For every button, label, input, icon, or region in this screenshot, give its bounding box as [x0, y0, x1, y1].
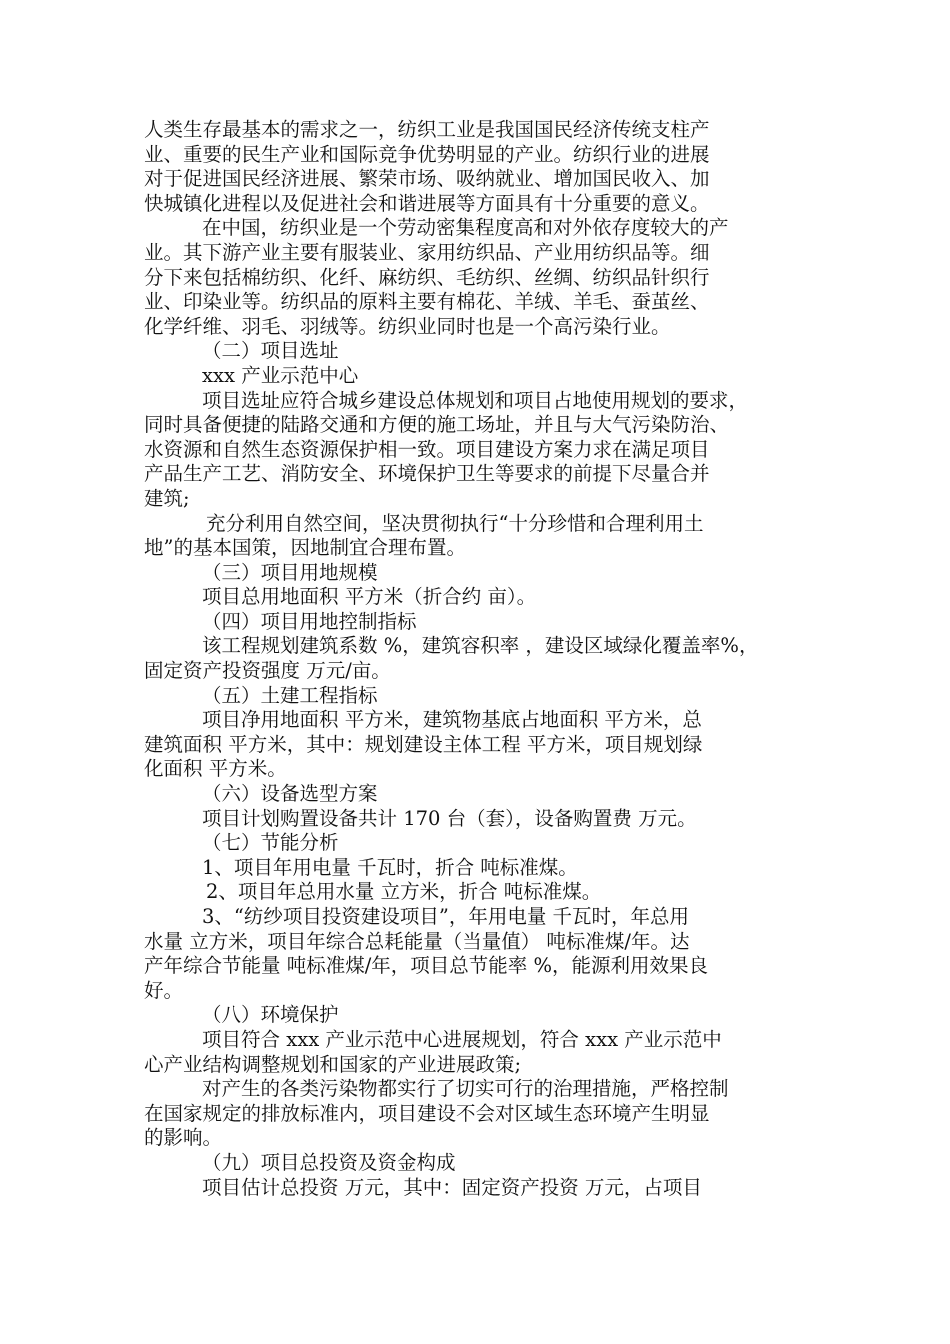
text-line: 产年综合节能量 吨标准煤/年，项目总节能率 %，能源利用效果良	[144, 954, 708, 978]
text-line: 对于促进国民经济进展、繁荣市场、吸纳就业、增加国民收入、加	[144, 167, 710, 191]
text-line: 固定资产投资强度 万元/亩。	[144, 659, 391, 683]
text-line: 化面积 平方米。	[144, 757, 287, 781]
text-line: 建筑;	[144, 486, 190, 510]
text-line: 好。	[144, 978, 184, 1002]
text-line: 的影响。	[144, 1126, 223, 1150]
text-line: （二）项目选址	[202, 339, 339, 363]
text-line: 快城镇化进程以及促进社会和谐进展等方面具有十分重要的意义。	[144, 191, 710, 215]
text-line: 水量 立方米，项目年综合总耗能量（当量值） 吨标准煤/年。达	[144, 929, 690, 953]
text-line: 项目净用地面积 平方米，建筑物基底占地面积 平方米，总	[202, 708, 702, 732]
text-line: 3、“纺纱项目投资建设项目”，年用电量 千瓦时，年总用	[202, 905, 690, 928]
text-line: （三）项目用地规模	[202, 560, 378, 584]
text-line: 业、印染业等。纺织品的原料主要有棉花、羊绒、羊毛、蚕茧丝、	[144, 290, 710, 314]
document-page	[144, 118, 808, 1200]
text-line: （四）项目用地控制指标	[202, 609, 417, 633]
text-line: 水资源和自然生态资源保护相一致。项目建设方案力求在满足项目	[144, 437, 710, 461]
text-line: 分下来包括棉纺织、化纤、麻纺织、毛纺织、丝绸、纺织品针织行	[144, 265, 710, 289]
text-line: 2、项目年总用水量 立方米，折合 吨标准煤。	[206, 880, 602, 904]
text-line: 项目计划购置设备共计 170 台（套），设备购置费 万元。	[202, 806, 697, 830]
text-line: 心产业结构调整规划和国家的产业进展政策;	[144, 1052, 522, 1076]
text-line: 充分利用自然空间，坚决贯彻执行“十分珍惜和合理利用土	[206, 511, 704, 535]
text-line: （六）设备选型方案	[202, 782, 378, 806]
text-line: （九）项目总投资及资金构成	[202, 1150, 456, 1174]
text-line: 化学纤维、羽毛、羽绒等。纺织业同时也是一个高污染行业。	[144, 314, 671, 338]
text-line: 建筑面积 平方米，其中：规划建设主体工程 平方米，项目规划绿	[144, 732, 703, 756]
text-line: 项目估计总投资 万元，其中：固定资产投资 万元，占项目	[202, 1175, 702, 1199]
text-line: 项目总用地面积 平方米（折合约 亩）。	[202, 585, 537, 609]
text-line: （八）环境保护	[202, 1003, 339, 1027]
text-line: （五）土建工程指标	[202, 683, 378, 707]
text-line: （七）节能分析	[202, 831, 339, 855]
text-line: 项目符合 xxx 产业示范中心进展规划，符合 xxx 产业示范中	[202, 1027, 722, 1051]
text-line: 人类生存最基本的需求之一，纺织工业是我国国民经济传统支柱产	[144, 118, 710, 141]
text-line: 同时具备便捷的陆路交通和方便的施工场址，并且与大气污染防治、	[144, 413, 730, 437]
text-line: 业。其下游产业主要有服装业、家用纺织品、产业用纺织品等。细	[144, 240, 710, 264]
text-line: 业、重要的民生产业和国际竞争优势明显的产业。纺织行业的进展	[144, 142, 710, 166]
text-line: xxx 产业示范中心	[202, 363, 359, 387]
text-line: 该工程规划建筑系数 %，建筑容积率 ，建设区域绿化覆盖率%，	[202, 634, 759, 658]
text-line: 项目选址应符合城乡建设总体规划和项目占地使用规划的要求，	[202, 388, 749, 412]
text-line: 对产生的各类污染物都实行了切实可行的治理措施，严格控制	[202, 1077, 729, 1101]
text-line: 在中国，纺织业是一个劳动密集程度高和对外依存度较大的产	[202, 216, 729, 240]
text-line: 1、项目年用电量 千瓦时，折合 吨标准煤。	[202, 855, 578, 879]
text-line: 在国家规定的排放标准内，项目建设不会对区域生态环境产生明显	[144, 1101, 710, 1125]
text-line: 产品生产工艺、消防安全、环境保护卫生等要求的前提下尽量合并	[144, 462, 710, 486]
text-line: 地”的基本国策，因地制宜合理布置。	[144, 536, 466, 560]
